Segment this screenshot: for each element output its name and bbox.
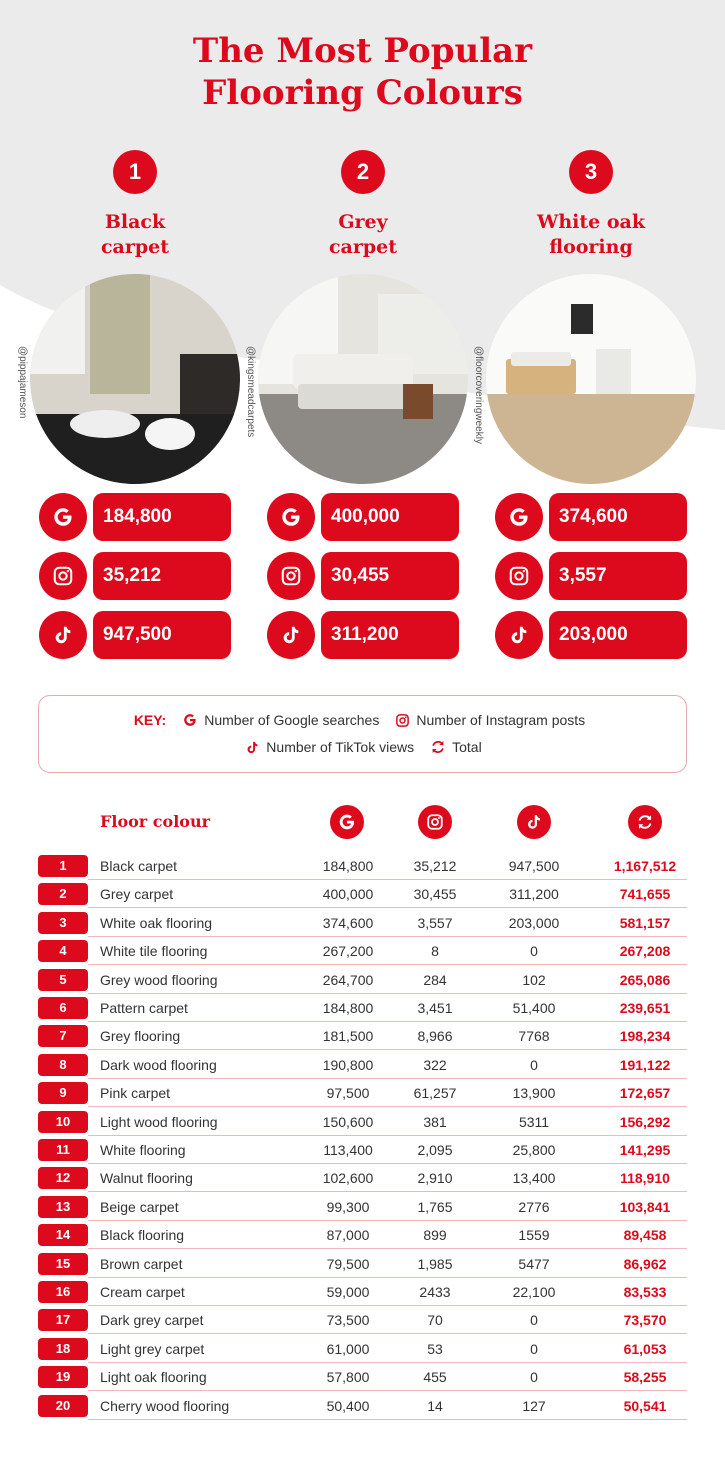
floor-colour-cell: White tile flooring [100, 943, 208, 960]
google-icon [330, 805, 364, 839]
table-row [38, 1306, 687, 1334]
instagram-cell: 35,212 [413, 858, 457, 874]
instagram-stat [495, 552, 687, 600]
google-icon [267, 493, 315, 541]
total-cell: 73,570 [623, 1312, 667, 1329]
floor-colour-cell: Pattern carpet [100, 1000, 188, 1016]
floor-colour-cell: Cherry wood flooring [100, 1397, 230, 1414]
floor-colour-cell: White oak flooring [100, 914, 213, 931]
tiktok-cell: 5477 [518, 1255, 550, 1272]
floor-colour-cell: Dark wood flooring [100, 1056, 217, 1073]
floor-colour-cell: Black flooring [100, 1227, 185, 1244]
google-cell: 59,000 [326, 1284, 370, 1300]
instagram-icon [267, 552, 315, 600]
google-cell: 73,500 [326, 1312, 370, 1329]
photo-credit: @pippajameson [17, 346, 28, 419]
google-cell: 184,800 [322, 858, 374, 874]
instagram-cell: 30,455 [413, 886, 457, 903]
google-cell: 102,600 [322, 1170, 374, 1187]
tiktok-cell: 0 [530, 1340, 538, 1357]
total-cell: 172,657 [619, 1085, 671, 1102]
total-cell: 239,651 [619, 1000, 671, 1016]
tiktok-cell: 0 [530, 1312, 538, 1329]
instagram-cell: 381 [423, 1113, 447, 1130]
rank-badge: 7 [38, 1025, 88, 1047]
instagram-cell: 455 [423, 1369, 447, 1386]
google-cell: 267,200 [322, 943, 374, 960]
tiktok-cell: 0 [530, 943, 538, 960]
table-row [38, 1022, 687, 1050]
google-cell: 374,600 [322, 914, 374, 931]
total-cell: 741,655 [619, 886, 671, 903]
tiktok-cell: 203,000 [508, 914, 560, 931]
tiktok-icon [267, 611, 315, 659]
tiktok-cell: 13,400 [512, 1170, 556, 1187]
room-photo [486, 274, 696, 484]
instagram-cell: 70 [427, 1312, 443, 1329]
tiktok-stat [39, 611, 231, 659]
total-cell: 581,157 [619, 914, 671, 931]
key-label: KEY: [133, 712, 167, 728]
instagram-cell: 53 [427, 1340, 443, 1357]
rank-badge: 9 [38, 1082, 88, 1104]
table-row [38, 1335, 687, 1363]
table-row [38, 1108, 687, 1136]
table-row [38, 1250, 687, 1278]
total-cell: 265,086 [619, 971, 671, 988]
instagram-cell: 8,966 [417, 1028, 453, 1045]
total-cell: 1,167,512 [613, 858, 677, 874]
tiktok-cell: 127 [522, 1397, 546, 1414]
rank-badge: 3 [569, 150, 613, 194]
instagram-cell: 1,985 [417, 1255, 453, 1272]
total-cell: 83,533 [623, 1284, 667, 1300]
instagram-cell: 322 [423, 1056, 447, 1073]
google-cell: 57,800 [326, 1369, 370, 1386]
table-row [38, 852, 687, 880]
tiktok-stat [267, 611, 459, 659]
table-row [38, 1051, 687, 1079]
rank-badge: 17 [38, 1309, 88, 1331]
row-divider [88, 1419, 687, 1420]
rank-badge: 10 [38, 1111, 88, 1133]
total-cell: 118,910 [620, 1170, 670, 1187]
page-title: The Most Popular Flooring Colours [192, 31, 533, 113]
table-row [38, 880, 687, 908]
refresh-icon [628, 805, 662, 839]
total-cell: 50,541 [623, 1397, 667, 1414]
key-instagram: Number of Instagram posts [395, 712, 585, 728]
rank-badge: 18 [38, 1338, 88, 1360]
tiktok-cell: 13,900 [512, 1085, 556, 1102]
instagram-cell: 8 [431, 943, 439, 960]
google-stat [39, 493, 231, 541]
table-row [38, 1363, 687, 1391]
tiktok-cell: 1559 [518, 1227, 550, 1244]
floor-colour-cell: Light oak flooring [100, 1369, 207, 1386]
google-cell: 99,300 [326, 1198, 370, 1215]
total-cell: 103,841 [619, 1198, 671, 1215]
google-cell: 79,500 [326, 1255, 370, 1272]
google-value: 400,000 [321, 493, 459, 541]
google-cell: 400,000 [322, 886, 374, 903]
table-row [38, 966, 687, 994]
floor-colour-cell: Cream carpet [100, 1284, 185, 1300]
floor-colour-cell: Beige carpet [100, 1198, 179, 1215]
tiktok-icon [495, 611, 543, 659]
table-header-floor-colour: Floor colour [100, 812, 211, 831]
instagram-icon [39, 552, 87, 600]
google-cell: 50,400 [326, 1397, 370, 1414]
total-cell: 267,208 [619, 943, 671, 960]
floor-colour-cell: Walnut flooring [100, 1170, 193, 1187]
rank-badge: 16 [38, 1281, 88, 1303]
instagram-cell: 61,257 [413, 1085, 457, 1102]
instagram-cell: 3,557 [417, 914, 453, 931]
rank-badge: 1 [113, 150, 157, 194]
google-cell: 264,700 [322, 971, 374, 988]
instagram-cell: 1,765 [417, 1198, 453, 1215]
tiktok-cell: 102 [522, 971, 546, 988]
rank-badge: 12 [38, 1167, 88, 1189]
google-cell: 97,500 [326, 1085, 370, 1102]
table-row [38, 937, 687, 965]
tiktok-icon [39, 611, 87, 659]
floor-colour-cell: Brown carpet [100, 1255, 183, 1272]
google-value: 374,600 [549, 493, 687, 541]
floor-colour-cell: Grey wood flooring [100, 971, 218, 988]
google-stat [267, 493, 459, 541]
instagram-cell: 899 [423, 1227, 447, 1244]
tiktok-cell: 311,200 [509, 886, 559, 903]
table-row [38, 1221, 687, 1249]
table-row [38, 1278, 687, 1306]
tiktok-cell: 25,800 [512, 1142, 556, 1158]
card-title: Black carpet [100, 211, 170, 258]
photo-credit: @floorcoveringweekly [473, 346, 484, 444]
total-cell: 198,234 [619, 1028, 671, 1045]
floor-colour-cell: Grey carpet [100, 886, 174, 903]
instagram-cell: 2,095 [417, 1142, 453, 1158]
rank-badge: 6 [38, 997, 88, 1019]
rank-badge: 20 [38, 1395, 88, 1417]
floor-colour-cell: Grey flooring [100, 1028, 181, 1045]
instagram-value: 35,212 [93, 552, 231, 600]
tiktok-cell: 0 [530, 1056, 538, 1073]
tiktok-cell: 947,500 [508, 858, 560, 874]
tiktok-cell: 5311 [518, 1113, 550, 1130]
google-value: 184,800 [93, 493, 231, 541]
table-row [38, 1079, 687, 1107]
rank-badge: 2 [341, 150, 385, 194]
key-google: Number of Google searches [182, 712, 379, 728]
room-photo [30, 274, 240, 484]
google-icon [182, 712, 198, 728]
google-stat [495, 493, 687, 541]
tiktok-value: 947,500 [93, 611, 231, 659]
google-cell: 87,000 [326, 1227, 370, 1244]
legend-key [38, 695, 687, 773]
google-cell: 61,000 [326, 1340, 370, 1357]
rank-badge: 5 [38, 969, 88, 991]
total-cell: 89,458 [623, 1227, 667, 1244]
table-row [38, 994, 687, 1022]
instagram-stat [267, 552, 459, 600]
floor-colour-cell: White flooring [100, 1142, 186, 1158]
total-cell: 61,053 [623, 1340, 667, 1357]
instagram-cell: 284 [423, 971, 447, 988]
room-photo [258, 274, 468, 484]
google-icon [39, 493, 87, 541]
tiktok-cell: 2776 [518, 1198, 550, 1215]
total-cell: 156,292 [619, 1113, 671, 1130]
table-row [38, 1164, 687, 1192]
instagram-icon [418, 805, 452, 839]
instagram-cell: 2433 [419, 1284, 451, 1300]
instagram-cell: 14 [427, 1397, 443, 1414]
rank-badge: 14 [38, 1224, 88, 1246]
table-row [38, 909, 687, 937]
instagram-cell: 2,910 [417, 1170, 453, 1187]
google-cell: 190,800 [322, 1056, 374, 1073]
instagram-cell: 3,451 [417, 1000, 453, 1016]
floor-colour-cell: Dark grey carpet [100, 1312, 204, 1329]
tiktok-stat [495, 611, 687, 659]
rank-badge: 11 [38, 1139, 88, 1161]
total-cell: 191,122 [619, 1056, 671, 1073]
rank-badge: 8 [38, 1054, 88, 1076]
google-cell: 150,600 [322, 1113, 374, 1130]
instagram-value: 3,557 [549, 552, 687, 600]
instagram-icon [495, 552, 543, 600]
tiktok-value: 203,000 [549, 611, 687, 659]
tiktok-cell: 22,100 [512, 1284, 556, 1300]
card-title: White oak flooring [537, 211, 645, 258]
refresh-icon [430, 739, 446, 755]
instagram-icon [395, 713, 410, 728]
rank-badge: 4 [38, 940, 88, 962]
key-total: Total [430, 739, 482, 755]
google-cell: 181,500 [322, 1028, 374, 1045]
key-tiktok: Number of TikTok views [245, 739, 414, 755]
photo-credit: @kingsmeadcarpets [245, 346, 256, 438]
floor-colour-cell: Pink carpet [100, 1085, 171, 1102]
tiktok-cell: 51,400 [512, 1000, 556, 1016]
rank-badge: 15 [38, 1253, 88, 1275]
tiktok-icon [245, 740, 260, 755]
floor-colour-cell: Light wood flooring [100, 1113, 218, 1130]
tiktok-cell: 0 [530, 1369, 538, 1386]
table-row [38, 1136, 687, 1164]
google-icon [495, 493, 543, 541]
rank-badge: 2 [38, 883, 88, 905]
google-cell: 113,400 [323, 1142, 373, 1158]
total-cell: 86,962 [623, 1255, 667, 1272]
tiktok-value: 311,200 [321, 611, 459, 659]
table-row [38, 1193, 687, 1221]
total-cell: 141,295 [619, 1142, 671, 1158]
floor-colour-cell: Black carpet [100, 858, 178, 874]
instagram-stat [39, 552, 231, 600]
tiktok-cell: 7768 [518, 1028, 550, 1045]
total-cell: 58,255 [623, 1369, 667, 1386]
tiktok-icon [517, 805, 551, 839]
rank-badge: 1 [38, 855, 88, 877]
rank-badge: 13 [38, 1196, 88, 1218]
table-row [38, 1392, 687, 1420]
instagram-value: 30,455 [321, 552, 459, 600]
card-title: Grey carpet [328, 211, 398, 258]
rank-badge: 3 [38, 912, 88, 934]
rank-badge: 19 [38, 1366, 88, 1388]
google-cell: 184,800 [322, 1000, 374, 1016]
floor-colour-cell: Light grey carpet [100, 1340, 205, 1357]
